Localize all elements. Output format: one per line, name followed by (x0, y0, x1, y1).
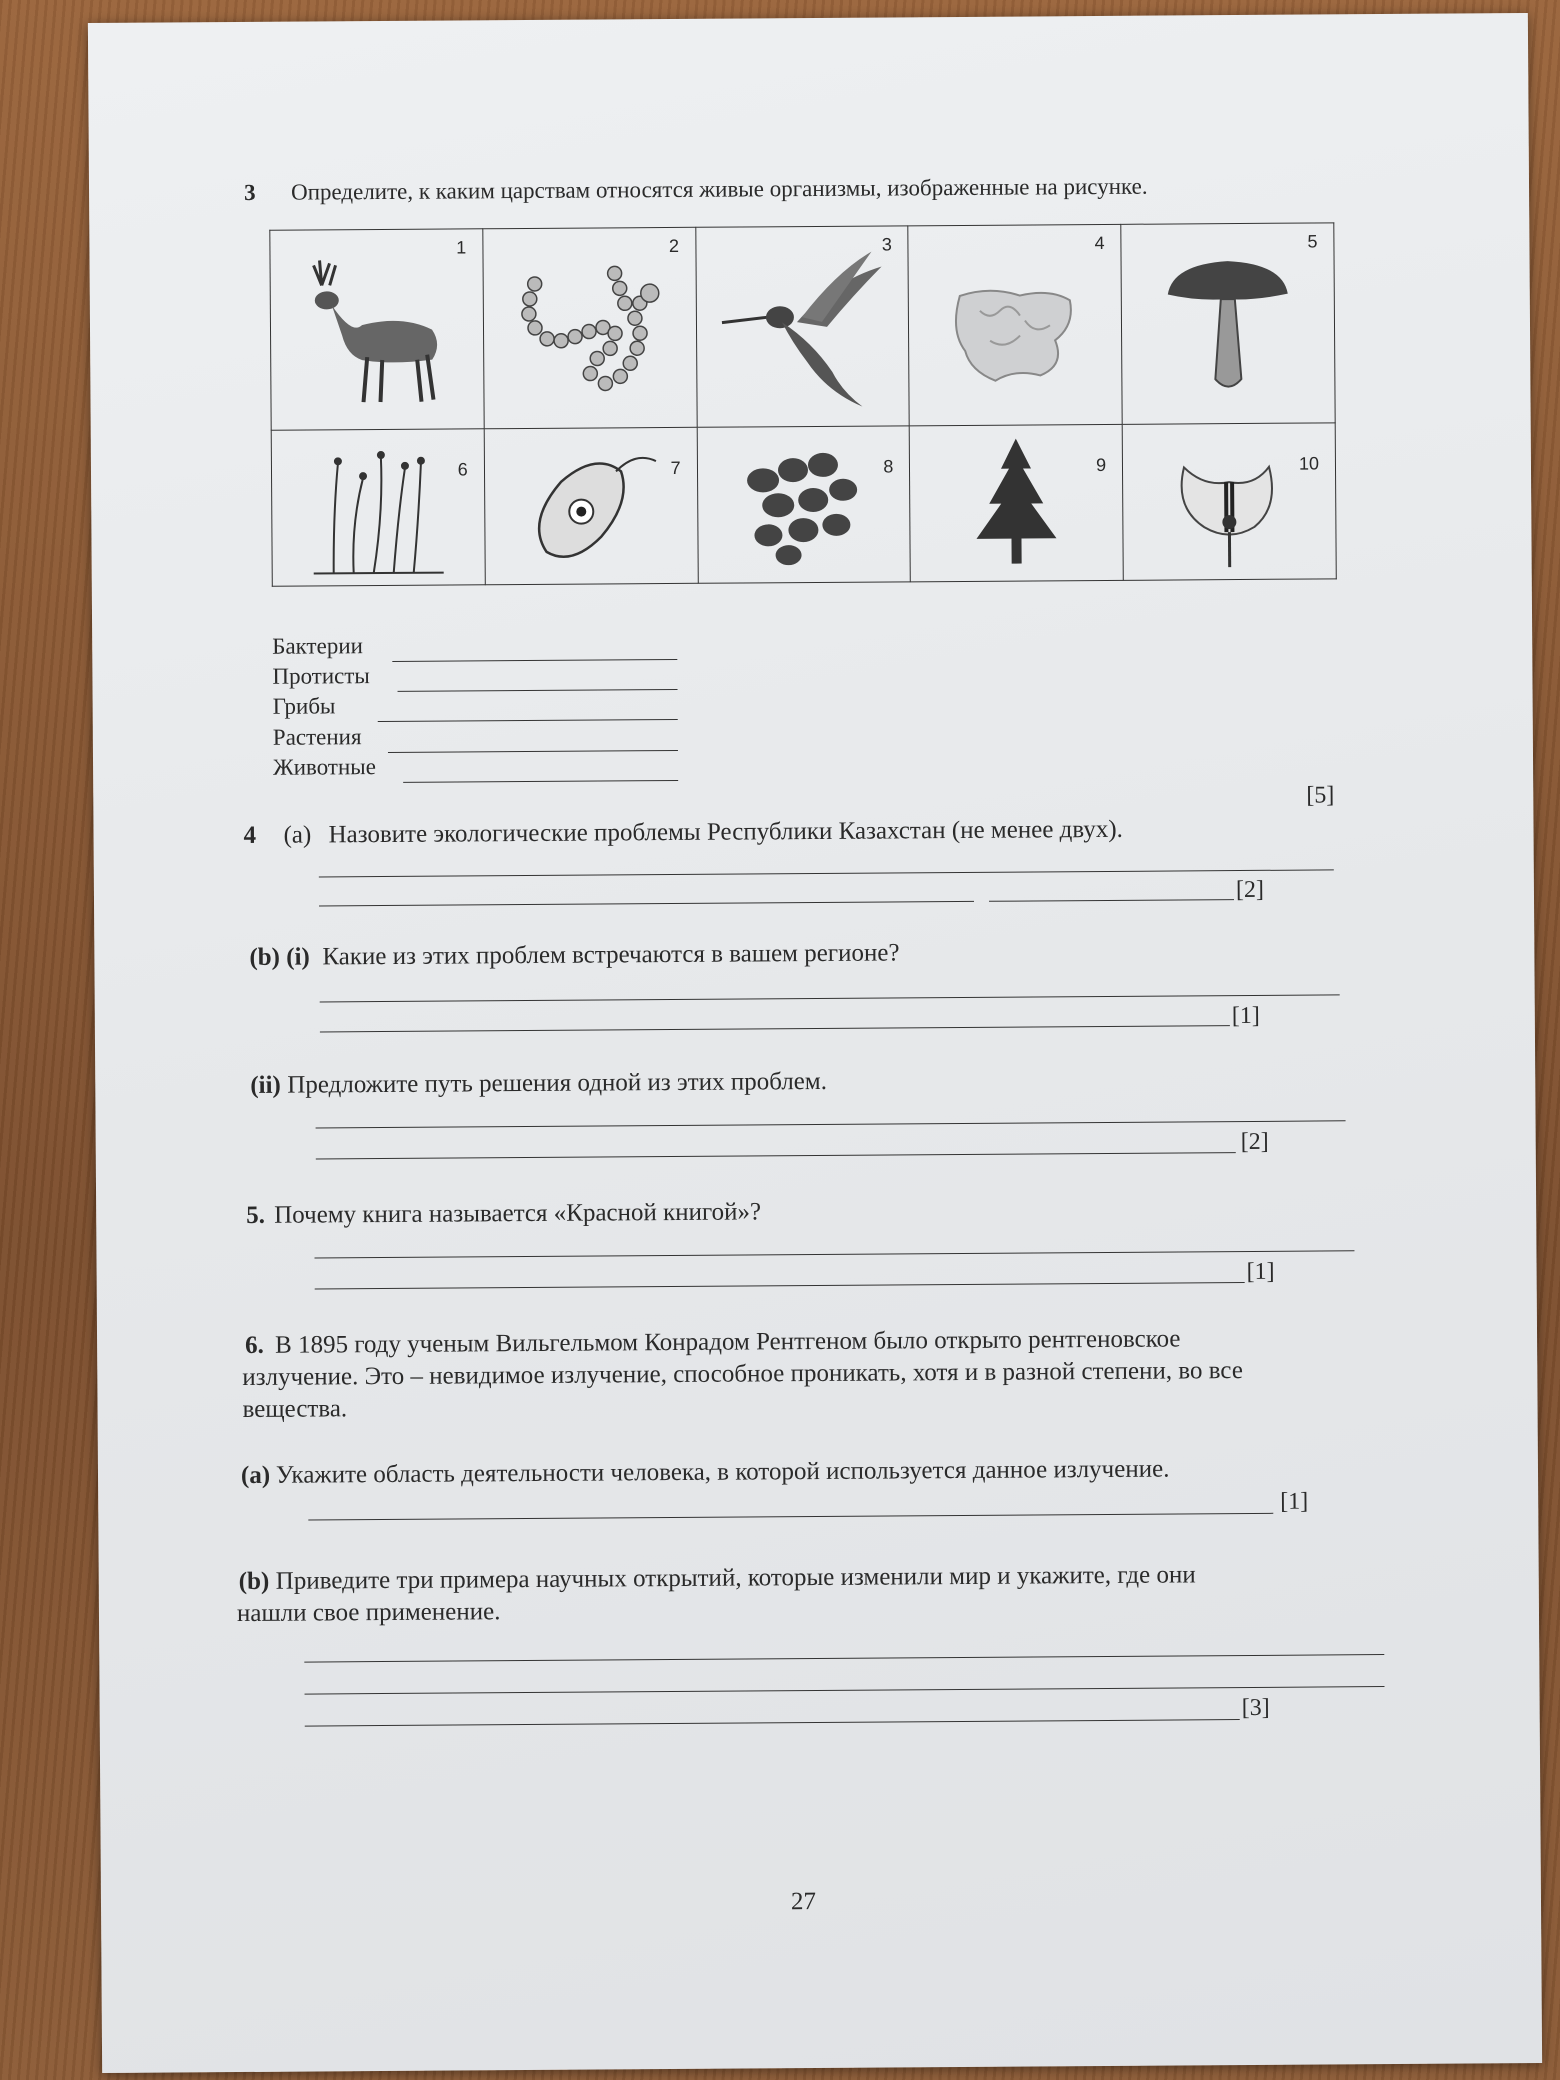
q4a-score: [2] (1235, 876, 1265, 904)
answer-line[interactable] (304, 1654, 1384, 1663)
worksheet-page (88, 13, 1542, 2073)
answer-line[interactable] (320, 994, 1340, 1002)
q6-text-line2: излучение. Это – невидимое излучение, способное проникать, хотя и в разной степени, во все (242, 1357, 1243, 1392)
cell-number: 6 (457, 459, 468, 480)
kingdom-label: Животные (272, 754, 376, 780)
flower-icon (1144, 426, 1315, 577)
answer-line[interactable] (315, 1282, 1245, 1289)
euglena-icon (505, 430, 676, 581)
kingdom-label: Бактерии (272, 633, 363, 659)
page-number: 27 (790, 1888, 817, 1916)
q6a-label: (a) (240, 1461, 271, 1490)
answer-line[interactable] (403, 780, 678, 783)
q4a-question: Назовите экологические проблемы Республики Казахстан (не менее двух). (328, 815, 1123, 849)
cell-number: 1 (456, 237, 467, 258)
cell-number: 5 (1307, 231, 1318, 252)
q4-number: 4 (243, 821, 257, 849)
answer-line[interactable] (319, 901, 974, 907)
q3-number: 3 (243, 179, 256, 205)
kingdom-label: Протисты (272, 663, 370, 689)
q6b-score: [3] (1241, 1694, 1270, 1722)
answer-line[interactable] (989, 899, 1234, 902)
organism-cell (1122, 423, 1336, 580)
cell-number: 4 (1094, 232, 1105, 254)
q4b-label: (b) (i) (249, 943, 310, 971)
q5-score: [1] (1246, 1258, 1275, 1285)
fir-tree-icon (931, 427, 1102, 578)
organism-cell (1121, 223, 1335, 424)
mold-icon (293, 432, 464, 583)
mushroom-icon (1142, 238, 1313, 409)
answer-line[interactable] (305, 1686, 1385, 1695)
cell-number: 7 (670, 457, 681, 478)
answer-line[interactable] (319, 869, 1334, 877)
answer-line[interactable] (316, 1120, 1346, 1128)
answer-line[interactable] (308, 1513, 1273, 1521)
q4ii-score: [2] (1240, 1128, 1269, 1156)
answer-line[interactable] (314, 1250, 1354, 1258)
cell-number: 9 (1096, 454, 1107, 476)
answer-line[interactable] (392, 659, 677, 662)
q6b-question-line2: нашли свое применение. (236, 1598, 501, 1628)
q4b-question: Какие из этих проблем встречаются в вашем регионе? (322, 939, 900, 971)
answer-line[interactable] (305, 1719, 1240, 1727)
q6b-label: (b) (238, 1567, 270, 1596)
organism-cell (695, 226, 909, 427)
answer-line[interactable] (316, 1152, 1236, 1159)
cell-number: 3 (881, 234, 892, 255)
q6-text-line3: вещества. (242, 1395, 348, 1424)
q6-text-line1: В 1895 году ученым Вильгельмом Конрадом Рентгеном было открыто рентгеновское (275, 1325, 1181, 1359)
cell-number: 2 (668, 235, 680, 256)
q4b-score: [1] (1231, 1002, 1260, 1030)
answer-line[interactable] (378, 719, 678, 722)
cell-number: 10 (1298, 453, 1320, 474)
kingdom-label: Грибы (272, 693, 336, 719)
q6a-question: Укажите область деятельности человека, в которой используется данное излучение. (275, 1455, 1170, 1489)
q3-question: Определите, к каким царствам относятся живые организмы, изображенные на рисунке. (290, 173, 1148, 205)
organism-cell (271, 429, 485, 586)
cocci-icon (718, 429, 889, 580)
kingdom-label: Растения (272, 724, 362, 750)
bacteria-chain-icon (504, 242, 675, 413)
q4a-label: (а) (283, 821, 312, 849)
q6a-score: [1] (1280, 1488, 1309, 1515)
hummingbird-icon (712, 241, 893, 412)
q4ii-label: (ii) (250, 1071, 281, 1099)
q6b-question-line1: Приведите три примера научных открытий, которые изменили мир и укажите, где они (275, 1561, 1196, 1595)
q6-number: 6. (245, 1331, 264, 1359)
q3-score: [5] (1306, 782, 1335, 809)
organism-cell (697, 426, 911, 583)
q5-question: Почему книга называется «Красной книгой»? (274, 1198, 762, 1229)
answer-line[interactable] (388, 750, 678, 753)
q5-number: 5. (246, 1201, 266, 1229)
cell-number: 8 (883, 456, 894, 477)
organism-cell (908, 224, 1122, 425)
answer-line[interactable] (398, 689, 678, 692)
organisms-table (269, 222, 1336, 586)
organism-cell (484, 427, 698, 584)
organism-cell (910, 424, 1124, 581)
organism-cell (270, 229, 484, 430)
answer-line[interactable] (320, 1025, 1230, 1032)
lichen-icon (930, 239, 1101, 410)
organism-cell (483, 227, 697, 428)
deer-icon (291, 244, 462, 415)
q4ii-question: Предложите путь решения одной из этих проблем. (287, 1067, 828, 1099)
